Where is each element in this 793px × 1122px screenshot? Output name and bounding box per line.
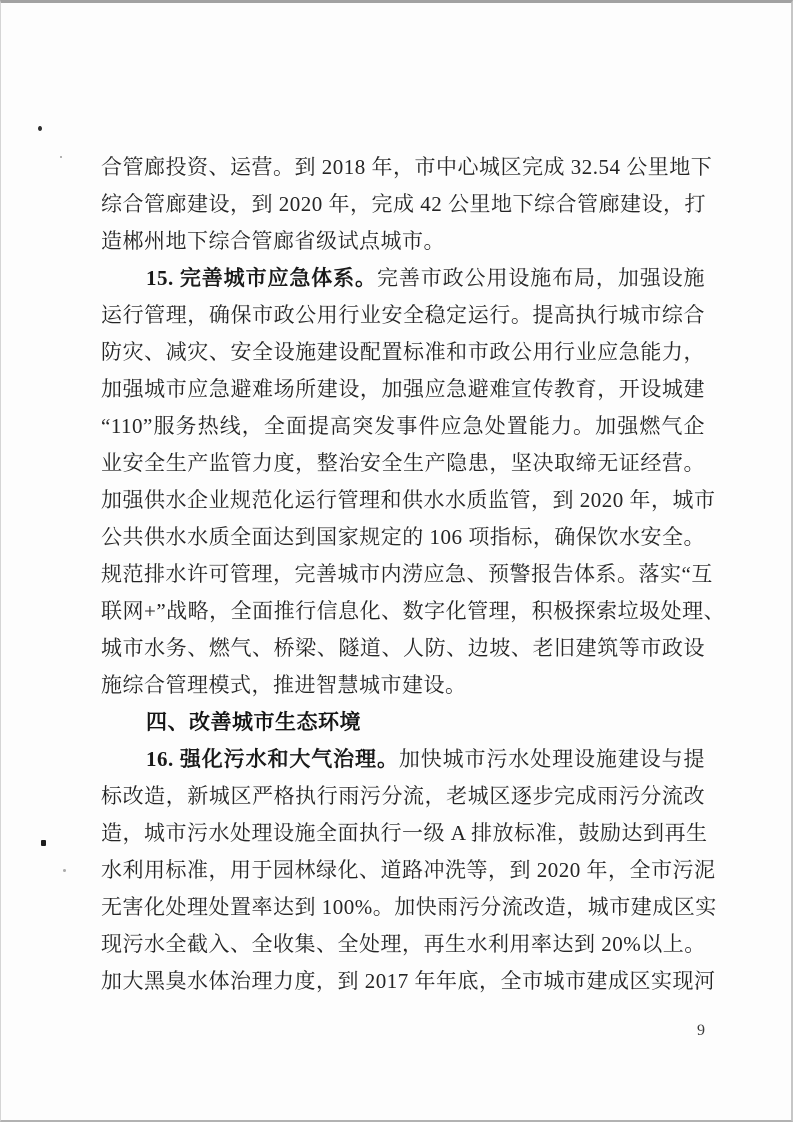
- body-line: 造郴州地下综合管廊省级试点城市。: [101, 229, 445, 253]
- body-line: 综合管廊建设，到 2020 年，完成 42 公里地下综合管廊建设，打: [101, 192, 706, 216]
- body-line: 运行管理，确保市政公用行业安全稳定运行。提高执行城市综合: [101, 303, 705, 327]
- paragraph-lead-text: 加快城市污水处理设施建设与提: [398, 747, 706, 771]
- body-line: 加强供水企业规范化运行管理和供水水质监管，到 2020 年，城市: [101, 488, 716, 512]
- body-line: 加大黑臭水体治理力度，到 2017 年年底，全市城市建成区实现河: [101, 969, 716, 993]
- paragraph-lead-line: [101, 260, 705, 297]
- ink-speck: [41, 840, 46, 846]
- body-line: 公共供水水质全面达到国家规定的 106 项指标，确保饮水安全。: [101, 525, 705, 549]
- body-line: 合管廊投资、运营。到 2018 年，市中心城区完成 32.54 公里地下: [101, 155, 713, 179]
- body-line: 造，城市污水处理设施全面执行一级 A 排放标准，鼓励达到再生: [101, 821, 708, 845]
- ink-speck: [63, 869, 66, 872]
- ink-speck: [60, 156, 62, 158]
- body-line: 规范排水许可管理，完善城市内涝应急、预警报告体系。落实“互: [101, 562, 713, 586]
- document-body: [101, 149, 726, 1000]
- body-line: 城市水务、燃气、桥梁、隧道、人防、边坡、老旧建筑等市政设: [101, 636, 705, 660]
- body-line: 施综合管理模式，推进智慧城市建设。: [101, 673, 467, 697]
- body-line: 标改造，新城区严格执行雨污分流，老城区逐步完成雨污分流改: [101, 784, 705, 808]
- section-heading: 四、改善城市生态环境: [146, 711, 361, 734]
- body-line: 现污水全截入、全收集、全处理，再生水利用率达到 20%以上。: [101, 932, 706, 956]
- ink-speck: [38, 126, 42, 131]
- body-line: 业安全生产监管力度，整治安全生产隐患，坚决取缔无证经营。: [101, 451, 705, 475]
- body-line: 加强城市应急避难场所建设，加强应急避难宣传教育，开设城建: [101, 377, 705, 401]
- body-line: 无害化处理处置率达到 100%。加快雨污分流改造，城市建成区实: [101, 895, 717, 919]
- paragraph-lead-bold: 15. 完善城市应急体系。: [146, 266, 377, 290]
- page-number: 9: [697, 1022, 705, 1039]
- body-line: “110”服务热线，全面提高突发事件应急处置能力。加强燃气企: [101, 414, 705, 438]
- paragraph-lead-text: 完善市政公用设施布局，加强设施: [376, 266, 706, 290]
- paragraph-lead-line: [101, 741, 705, 778]
- body-line: 联网+”战略，全面推行信息化、数字化管理，积极探索垃圾处理、: [101, 599, 726, 623]
- body-line: 水利用标准，用于园林绿化、道路冲洗等，到 2020 年，全市污泥: [101, 858, 716, 882]
- body-line: 防灾、减灾、安全设施建设配置标准和市政公用行业应急能力，: [101, 340, 705, 364]
- paragraph-lead-bold: 16. 强化污水和大气治理。: [146, 747, 399, 771]
